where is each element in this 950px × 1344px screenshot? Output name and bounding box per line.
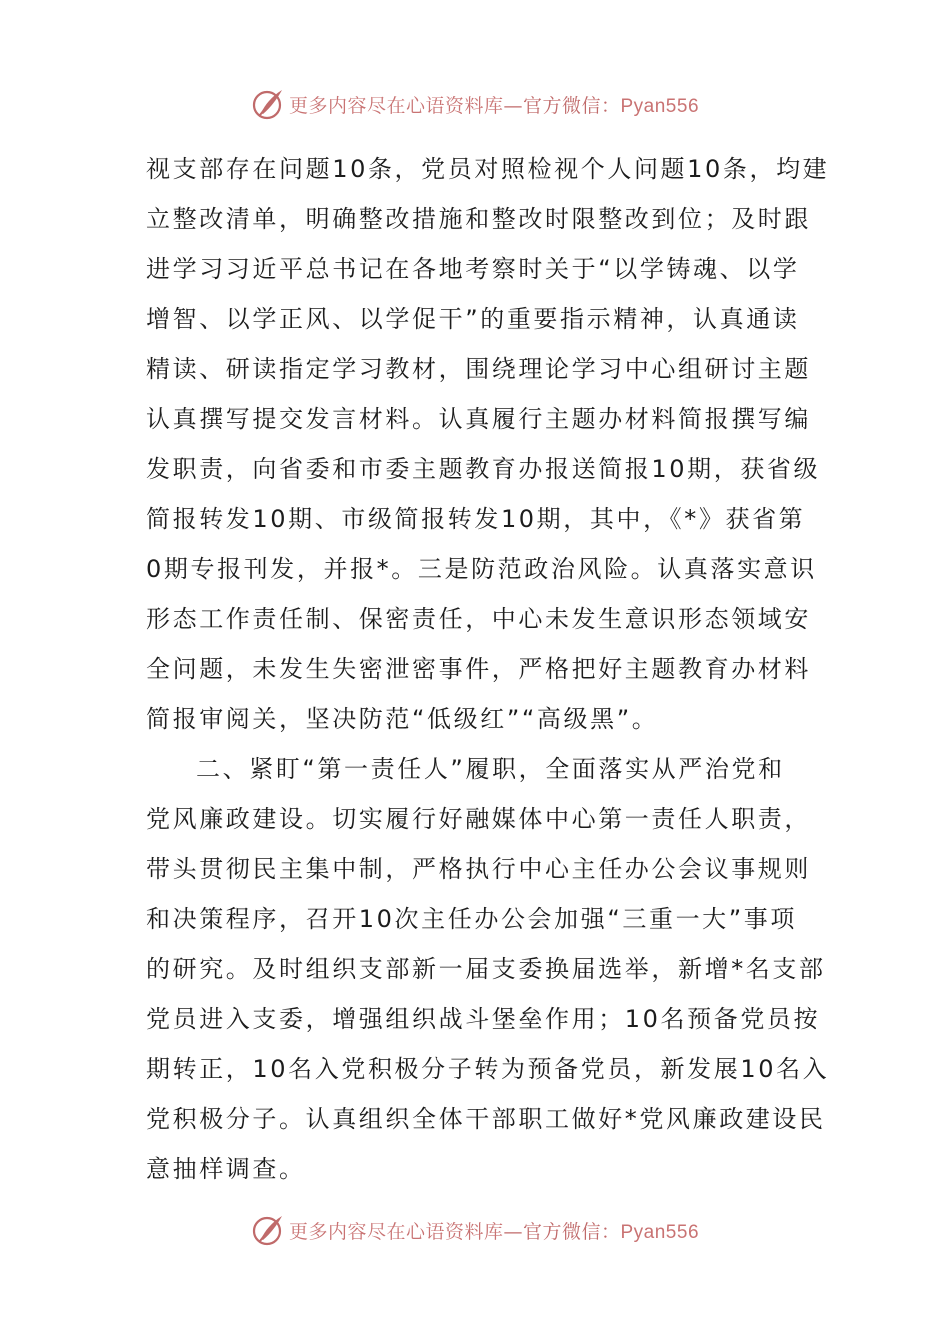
text-line: 精读、研读指定学习教材，围绕理论学习中心组研讨主题 — [146, 355, 811, 383]
text-line: 全问题，未发生失密泄密事件，严格把好主题教育办材料 — [146, 655, 811, 683]
text-line: 意抽样调查。 — [146, 1155, 306, 1183]
text-line: 视支部存在问题10条，党员对照检视个人问题10条，均建 — [146, 155, 830, 183]
text-line: 进学习习近平总书记在各地考察时关于“以学铸魂、以学 — [146, 255, 800, 283]
text-line: 和决策程序，召开10次主任办公会加强“三重一大”事项 — [146, 905, 798, 933]
section-heading-line: 二、紧盯“第一责任人”履职，全面落实从严治党和 — [196, 755, 785, 783]
text-line: 的研究。及时组织支部新一届支委换届选举，新增*名支部 — [146, 955, 826, 983]
watermark-text: 更多内容尽在心语资料库—官方微信：Pyan556 — [288, 94, 700, 117]
text-line: 简报转发10期、市级简报转发10期，其中，《*》获省第 — [146, 505, 806, 533]
text-line: 立整改清单，明确整改措施和整改时限整改到位；及时跟 — [146, 205, 811, 233]
text-line: 党员进入支委，增强组织战斗堡垒作用；10名预备党员按 — [146, 1005, 821, 1033]
watermark-text: 更多内容尽在心语资料库—官方微信：Pyan556 — [288, 1220, 700, 1243]
text-line: 增智、以学正风、以学促干”的重要指示精神，认真通读 — [146, 305, 800, 333]
text-line: 带头贯彻民主集中制，严格执行中心主任办公会议事规则 — [146, 855, 811, 883]
footer-watermark — [0, 1210, 950, 1250]
text-line: 简报审阅关，坚决防范“低级红”“高级黑”。 — [146, 705, 659, 733]
text-line: 期转正，10名入党积极分子转为预备党员，新发展10名入 — [146, 1055, 830, 1083]
text-line: 党积极分子。认真组织全体干部职工做好*党风廉政建设民 — [146, 1105, 826, 1133]
quill-logo-icon — [251, 1213, 285, 1247]
document-body — [146, 144, 830, 1194]
text-line: 发职责，向省委和市委主题教育办报送简报10期，获省级 — [146, 455, 821, 483]
text-line: 0期专报刊发，并报*。三是防范政治风险。认真落实意识 — [146, 555, 817, 583]
header-watermark — [0, 84, 950, 124]
quill-logo-icon — [251, 87, 285, 121]
text-line: 认真撰写提交发言材料。认真履行主题办材料简报撰写编 — [146, 405, 811, 433]
text-line: 党风廉政建设。切实履行好融媒体中心第一责任人职责， — [146, 805, 811, 833]
text-line: 形态工作责任制、保密责任，中心未发生意识形态领域安 — [146, 605, 811, 633]
